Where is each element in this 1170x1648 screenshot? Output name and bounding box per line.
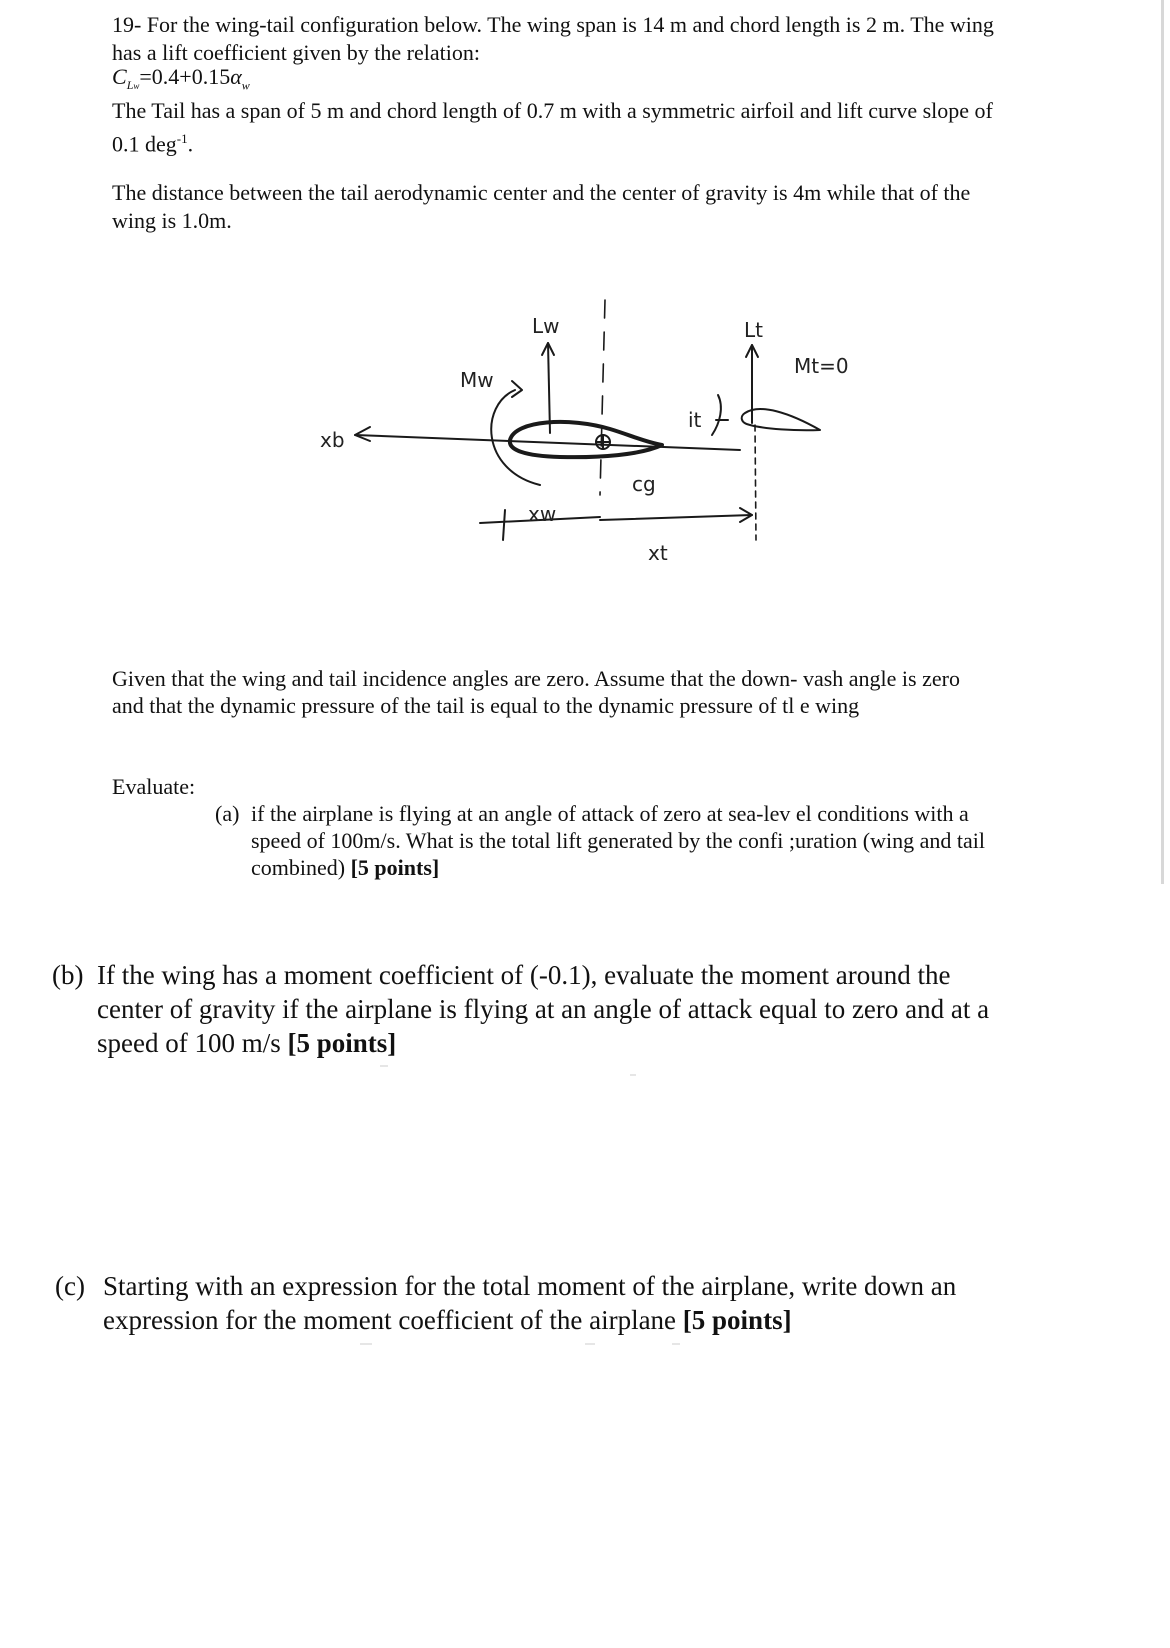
part-a-line-3 [251,854,439,882]
label-wing-lift: Lw [532,314,560,338]
distance-line-1: The distance between the tail aerodynamic center and the center of gravity is 4m while that of the [112,180,971,205]
part-a-line-3-text: combined) [251,855,351,880]
xb-arrowhead [355,427,370,441]
formula-c: C [112,64,127,89]
lift-coefficient-formula [112,63,250,100]
part-a-line-1: if the airplane is flying at an angle of attack of zero at sea-lev el conditions with a [251,801,969,826]
problem-line-1: 19- For the wing-tail configuration below. The wing span is 14 m and chord length is 2 m. The wing [112,12,994,37]
part-b-line-1: If the wing has a moment coefficient of (-0.1), evaluate the moment around the [97,960,951,990]
formula-c-subsub: w [133,81,140,92]
part-c-line-1: Starting with an expression for the total moment of the airplane, write down an [103,1271,957,1301]
given-line-1: Given that the wing and tail incidence angles are zero. Assume that the down- vash angle is zero [112,666,960,691]
tail-slope-exponent: -1 [176,131,188,146]
tail-incidence-mark [712,395,721,435]
part-b-line-2: center of gravity if the airplane is flying at an angle of attack equal to zero and at a [97,994,990,1024]
label-wing-moment: Mw [460,368,494,392]
tail-line-2-end: . [187,131,194,157]
cg-dashed-line [600,300,605,495]
part-c-points: [5 points] [682,1305,792,1335]
distance-line-2: wing is 1.0m. [112,208,232,233]
tail-slope: 0.1 deg [112,131,177,157]
problem-line-2: has a lift coefficient given by the relation: [112,40,480,65]
scan-smudge [585,1343,595,1345]
formula-alpha: α [230,64,242,89]
label-body-axis: xb [320,428,345,452]
xt-dimension-line [600,515,752,520]
label-wing-distance: xw [528,502,557,526]
scan-smudge [380,1065,388,1067]
body-axis-line [355,435,740,450]
tail-line-2 [112,125,193,158]
formula-alpha-sub: w [241,78,250,93]
wing-tail-diagram [300,295,900,605]
label-tail-incidence: it [688,408,702,432]
part-b-line-3-text: speed of 100 m/s [97,1028,288,1058]
label-tail-moment: Mt=0 [794,354,849,378]
part-b-points: [5 points] [287,1028,397,1058]
given-line-2: and that the dynamic pressure of the tail is equal to the dynamic pressure of tl e wing [112,693,860,718]
part-c-line-2-text: expression for the moment coefficient of the airplane [103,1305,683,1335]
tail-airfoil [742,409,820,430]
scan-smudge [672,1343,680,1345]
scan-smudge [630,1074,636,1076]
part-a-marker: (a) [215,801,240,826]
part-a-line-2: speed of 100m/s. What is the total lift generated by the confi ;uration (wing and tail [251,828,985,853]
part-b-marker: (b) [52,960,84,990]
label-tail-distance: xt [648,541,668,565]
part-c-line-2 [103,1303,792,1337]
label-tail-lift: Lt [744,318,763,342]
wing-moment-arc [491,390,540,485]
formula-c-sub: L [126,78,134,93]
wing-airfoil [510,422,662,457]
label-cg: cg [632,472,656,496]
part-a-points: [5 points] [350,855,440,880]
tail-line-1: The Tail has a span of 5 m and chord length of 0.7 m with a symmetric airfoil and lift curve slope of [112,98,993,123]
tail-dashed-line [755,425,756,540]
scan-smudge [360,1343,372,1345]
formula-rhs: =0.4+0.15 [139,64,231,89]
wing-lift-arrow [548,343,550,433]
evaluate-label: Evaluate: [112,774,196,799]
part-c-marker: (c) [55,1271,85,1301]
part-b-line-3 [97,1026,396,1060]
